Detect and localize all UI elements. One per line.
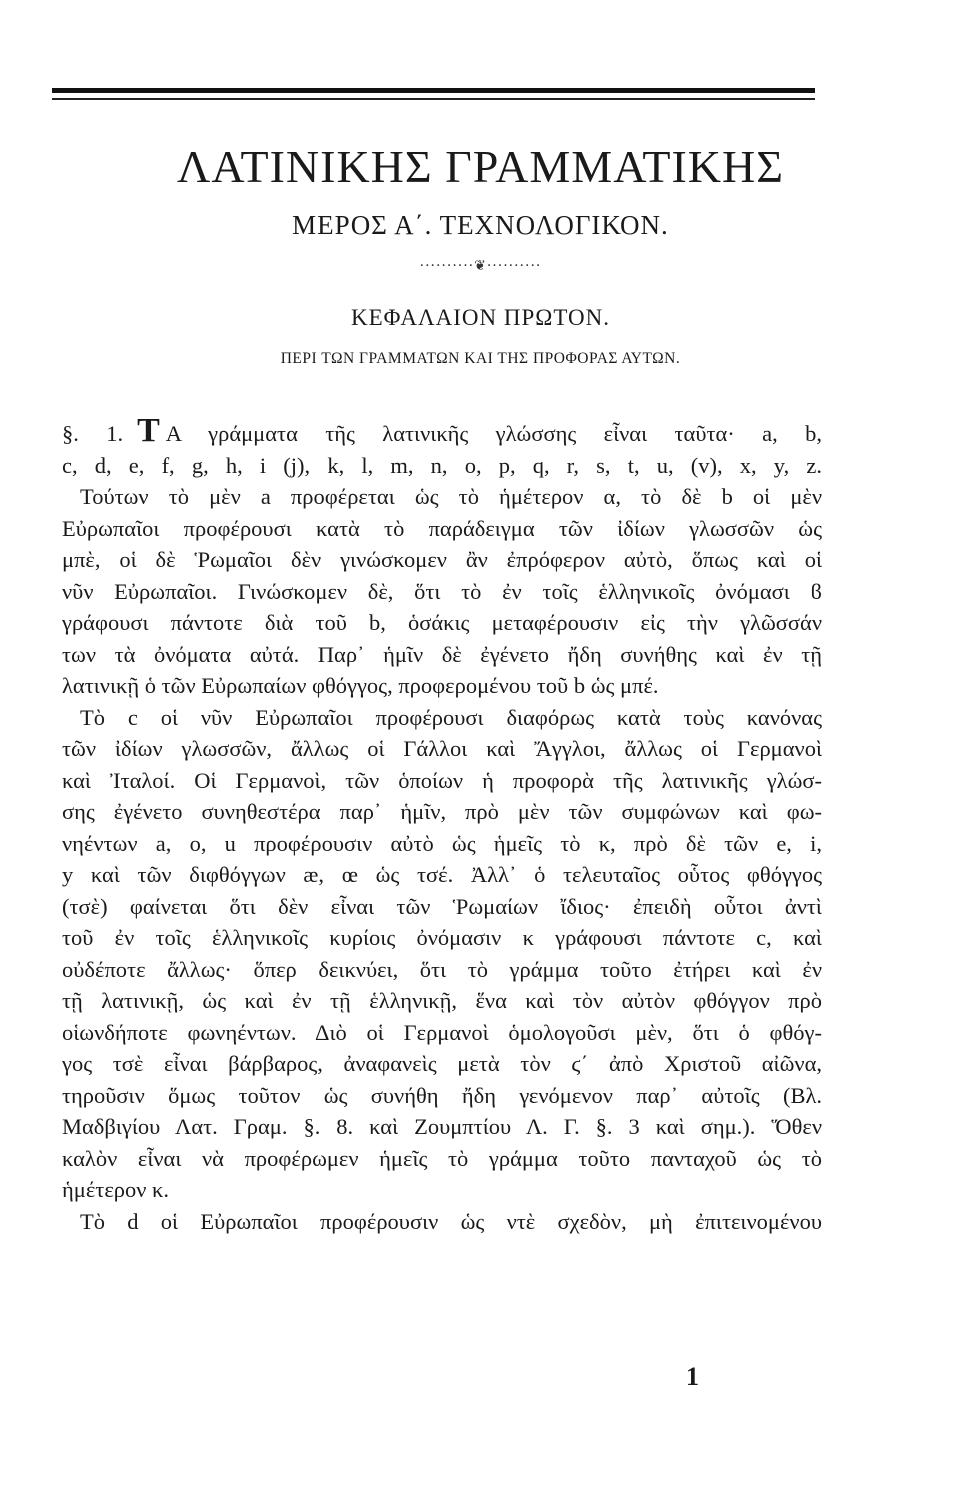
text-line: μπὲ, οἱ δὲ Ῥωμαῖοι δὲν γινώσκομεν ἂν ἐπρόφερον αὐτὸ, ὅπως καὶ οἱ (62, 547, 822, 572)
text-line: τῇ λατινικῇ, ὡς καὶ ἐν τῇ ἑλληνικῇ, ἕνα καὶ τὸν αὐτὸν φθόγγον πρὸ (62, 988, 822, 1013)
text-line: οὐδέποτε ἄλλως· ὅπερ δεικνύει, ὅτι τὸ γράμμα τοῦτο ἐτήρει καὶ ἐν (62, 956, 822, 982)
text-line: οἱωνδήποτε φωνηέντων. Διὸ οἱ Γερμανοὶ ὁμολογοῦσι μὲν, ὅτι ὁ φθόγ- (62, 1019, 822, 1045)
text-line: y καὶ τῶν διφθόγγων æ, œ ὡς τσέ. Ἀλλ᾽ ὁ τελευταῖος οὗτος φθόγγος (62, 862, 822, 887)
text-line: τηροῦσιν ὅμως τοῦτον ὡς συνήθη ἤδη γενόμενον παρ᾽ αὐτοῖς (Βλ. (62, 1082, 822, 1108)
chapter-subheading: ΠΕΡΙ ΤΩΝ ΓΡΑΜΜΑΤΩΝ ΚΑΙ ΤΗΣ ΠΡΟΦΟΡΑΣ ΑΥΤΩΝ. (280, 350, 681, 367)
text-line: νηέντων a, o, u προφέρουσιν αὐτὸ ὡς ἡμεῖς τὸ κ, πρὸ δὲ τῶν e, i, (62, 830, 822, 856)
text-line: λατινικῇ ὁ τῶν Εὐρωπαίων φθόγγος, προφερομένου τοῦ b ὡς μπέ. (62, 673, 659, 698)
text-line: Τὸ c οἱ νῦν Εὐρωπαῖοι προφέρουσι διαφόρως κατὰ τοὺς κανόνας (80, 704, 822, 730)
page-number: 1 (686, 1362, 699, 1391)
text-line: Εὐρωπαῖοι προφέρουσι κατὰ τὸ παράδειγμα τῶν ἰδίων γλωσσῶν ὡς (62, 515, 822, 541)
text-line-content: Α γράμματα τῆς λατινικῆς γλώσσης εἶναι ταῦτα· a, b, (165, 421, 822, 446)
text-line: (τσὲ) φαίνεται ὅτι δὲν εἶναι τῶν Ῥωμαίων ἴδιος· ἐπειδὴ οὗτοι ἀντὶ (62, 893, 822, 919)
text-line (62, 412, 822, 450)
text-line: Μαδβιγίου Λατ. Γραμ. §. 8. καὶ Ζουμπτίου Λ. Γ. §. 3 καὶ σημ.). Ὅθεν (62, 1114, 822, 1139)
text-line: γος τσὲ εἶναι βάρβαρος, ἀναφανεὶς μετὰ τὸν ϛ΄ ἀπὸ Χριστοῦ αἰῶνα, (62, 1051, 822, 1076)
part-subtitle: ΜΕΡΟΣ Α΄. ΤΕΧΝΟΛΟΓΙΚΟΝ. (292, 210, 669, 240)
chapter-heading: ΚΕΦΑΛΑΙΟΝ ΠΡΩΤΟΝ. (351, 305, 610, 330)
section-number: §. 1. (62, 421, 124, 446)
text-line: Τούτων τὸ μὲν a προφέρεται ὡς τὸ ἡμέτερον α, τὸ δὲ b οἱ μὲν (80, 484, 822, 509)
page-title: ΛΑΤΙΝΙΚΗΣ ΓΡΑΜΜΑΤΙΚΗΣ (176, 141, 784, 192)
text-line: Τὸ d οἱ Εὐρωπαῖοι προφέρουσιν ὡς ντὲ σχεδὸν, μὴ ἐπιτεινομένου (80, 1208, 822, 1234)
text-line: ἡμέτερον κ. (62, 1177, 170, 1202)
text-line: καὶ Ἰταλοί. Οἱ Γερμανοὶ, τῶν ὁποίων ἡ προφορὰ τῆς λατινικῆς γλώσ- (62, 767, 822, 793)
top-rule (52, 88, 815, 93)
text-line: των τὰ ὀνόματα αὐτά. Παρ᾽ ἡμῖν δὲ ἐγένετο ἤδη συνήθης καὶ ἐν τῇ (62, 641, 822, 667)
text-line: τοῦ ἐν τοῖς ἑλληνικοῖς κυρίοις ὀνόμασιν κ γράφουσι πάντοτε c, καὶ (62, 925, 822, 950)
drop-cap: Τ (137, 412, 160, 449)
text-line: καλὸν εἶναι νὰ προφέρωμεν ἡμεῖς τὸ γράμμα τοῦτο πανταχοῦ ὡς τὸ (62, 1145, 822, 1171)
text-line: c, d, e, f, g, h, i (j), k, l, m, n, o, p, q, r, s, t, u, (v), x, y, z. (62, 452, 822, 478)
text-line: νῦν Εὐρωπαῖοι. Γινώσκομεν δὲ, ὅτι τὸ ἐν τοῖς ἑλληνικοῖς ὀνόμασι ϐ (62, 578, 822, 604)
body-text (62, 412, 822, 1237)
text-line: σης ἐγένετο συνηθεστέρα παρ᾽ ἡμῖν, πρὸ μὲν τῶν συμφώνων καὶ φω- (62, 799, 822, 824)
top-rule-thin (52, 98, 815, 100)
ornament-divider: ··········❦·········· (419, 258, 542, 274)
text-line: γράφουσι πάντοτε διὰ τοῦ b, ὁσάκις μεταφέρουσιν εἰς τὴν γλῶσσάν (62, 610, 822, 635)
text-line: τῶν ἰδίων γλωσσῶν, ἄλλως οἱ Γάλλοι καὶ Ἄγγλοι, ἄλλως οἱ Γερμανοὶ (62, 736, 822, 761)
